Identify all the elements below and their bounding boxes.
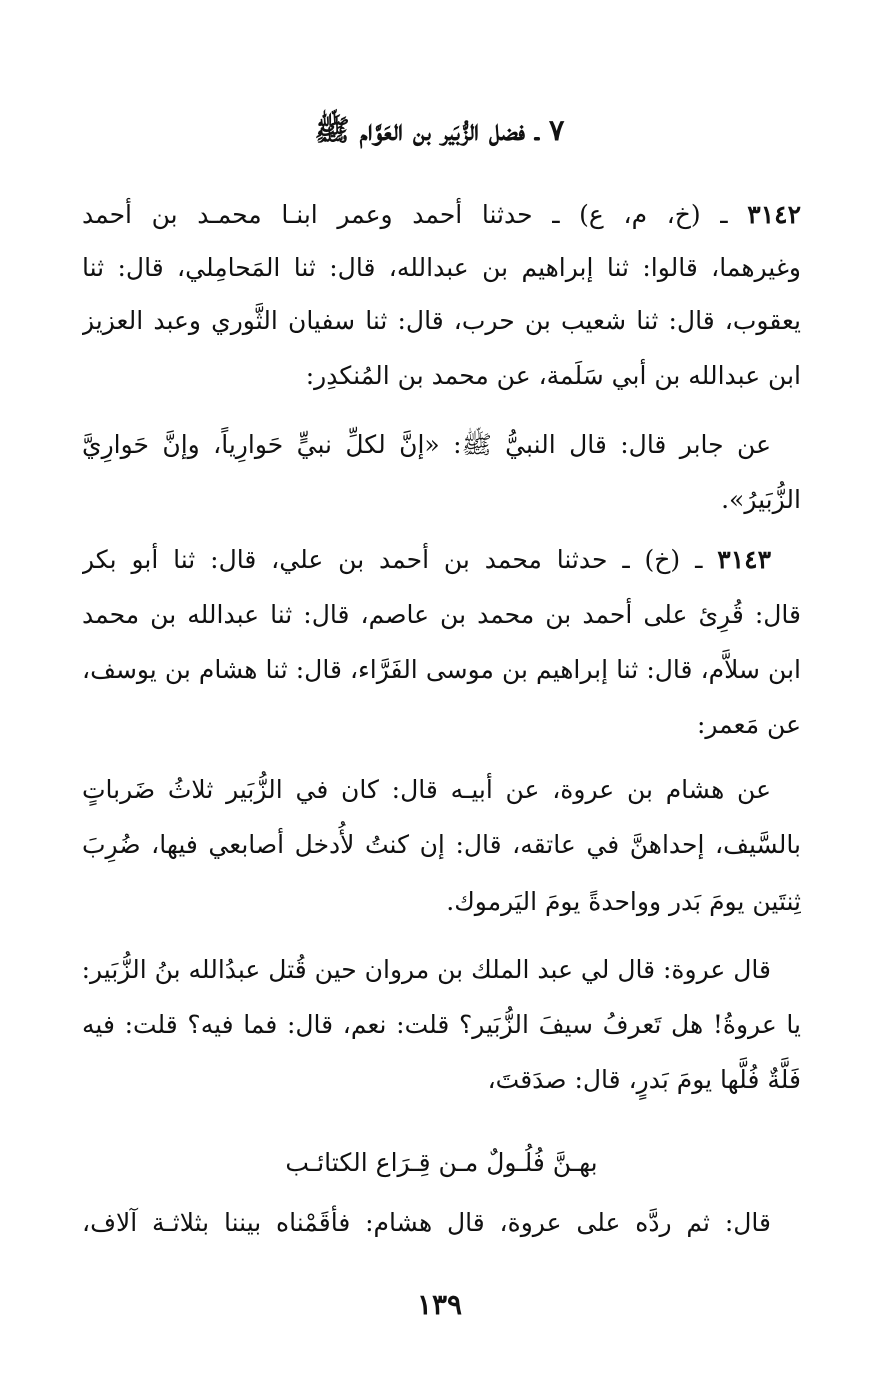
hadith-3143-matn-1: عن هشام بن عروة، عن أبيـه قال: كان في الزُّبَير ثلاثُ ضَرباتٍ xyxy=(82,775,771,804)
isnad-text: ـ (خ، م، ع) ـ حدثنا أحمد وعمر ابنـا محمـد بن أحمد xyxy=(82,200,748,229)
hadith-3142-line-3: يعقوب، قال: ثنا شعيب بن حرب، قال: ثنا سفيان الثَّوري وعبد العزيز xyxy=(82,306,801,335)
hadith-number: ٣١٤٣ xyxy=(717,545,771,574)
hadith-3142-matn-2: الزُّبَيرُ». xyxy=(721,485,801,514)
hadith-3142-line-1 xyxy=(82,190,801,240)
hadith-3143-line-4: عن مَعمر: xyxy=(696,710,801,739)
urwa-line-3: فَلَّةٌ فُلَّها يومَ بَدرٍ، قال: صدَقتَ، xyxy=(487,1065,801,1094)
urwa-line-2: يا عروةُ! هل تَعرفُ سيفَ الزُّبَير؟ قلت: نعم، قال: فما فيه؟ قلت: فيه xyxy=(82,1010,801,1039)
hadith-3143-matn-2: بالسَّيف، إحداهنَّ في عاتقه، قال: إن كنتُ لأُدخل أصابعي فيها، ضُرِبَ xyxy=(82,830,801,859)
urwa-line-1: قال عروة: قال لي عبد الملك بن مروان حين قُتل عبدُالله بنُ الزُّبَير: xyxy=(82,955,771,984)
hadith-3142-line-2: وغيرهما، قالوا: ثنا إبراهيم بن عبدالله، قال: ثنا المَحامِلي، قال: ثنا xyxy=(82,253,801,282)
hadith-3143-line-1 xyxy=(82,535,801,585)
hadith-3142-matn-1: عن جابر قال: قال النبيُّ ﷺ: «إنَّ لكلِّ نبيٍّ حَوارِياً، وإنَّ حَوارِيَّ xyxy=(82,430,771,459)
hadith-3143-line-2: قال: قُرِئ على أحمد بن محمد بن عاصم، قال: ثنا عبدالله بن محمد xyxy=(82,600,801,629)
hadith-3143-matn-3: ثِنتَين يومَ بَدر وواحدةً يومَ اليَرموك. xyxy=(446,887,801,916)
hadith-3142-line-4: ابن عبدالله بن أبي سَلَمة، عن محمد بن المُنكدِر: xyxy=(305,361,801,390)
poetry-verse: بهـنَّ فُلُـولٌ مـن قِـرَاع الكتائـب xyxy=(285,1148,598,1177)
isnad-text: ـ (خ) ـ حدثنا محمد بن أحمد بن علي، قال: ثنا أبو بكر xyxy=(82,545,718,574)
hadith-number: ٣١٤٢ xyxy=(747,200,801,229)
chapter-heading: ٧ ـ فضل الزُّبَير بن العَوَّام ﷺ xyxy=(314,113,565,147)
hadith-3143-line-3: ابن سلاَّم، قال: ثنا إبراهيم بن موسى الفَرَّاء، قال: ثنا هشام بن يوسف، xyxy=(82,655,801,684)
page-number: ١٣٩ xyxy=(416,1288,463,1321)
final-line: قال: ثم ردَّه على عروة، قال هشام: فأقَمْناه بيننا بثلاثـة آلاف، xyxy=(82,1208,771,1237)
